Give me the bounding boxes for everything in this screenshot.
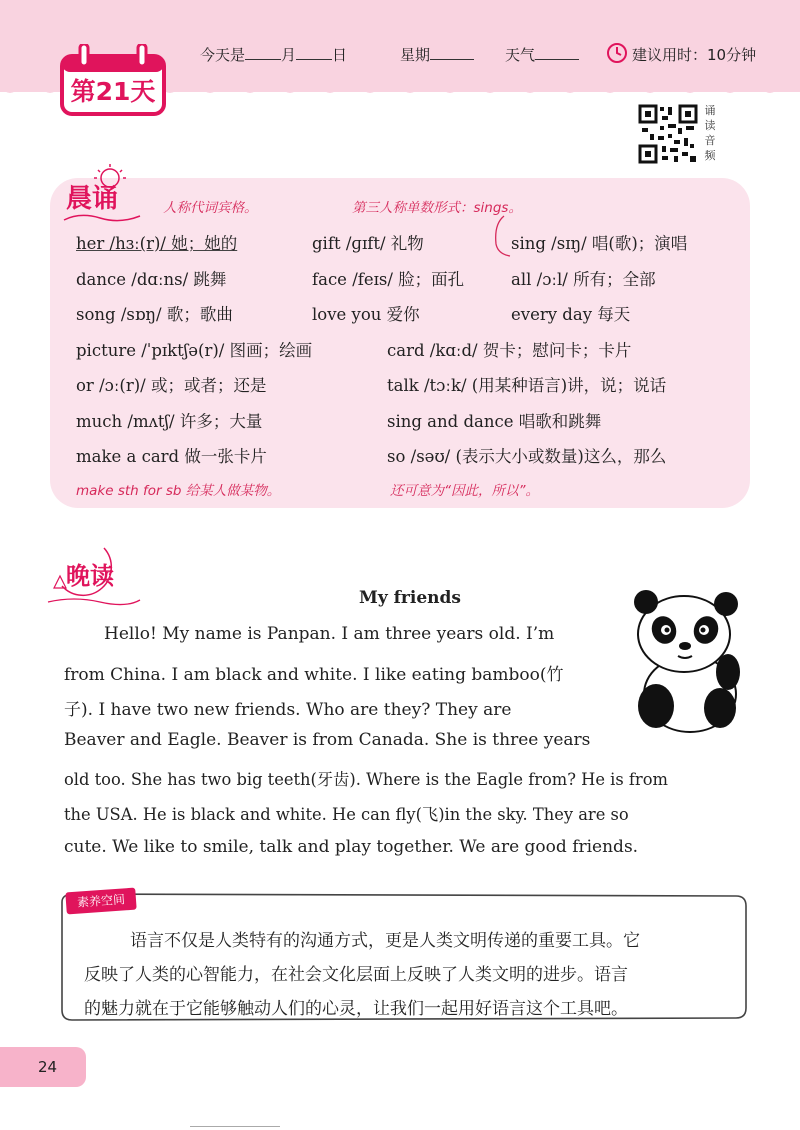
morning-title: 晨诵 (66, 184, 119, 214)
date-fields (200, 44, 347, 65)
today-is-label: 今天是 (200, 46, 246, 64)
vocab-every-day: every day 每天 (511, 305, 631, 324)
vocab-dance: dance /dɑːns/ 跳舞 (76, 270, 227, 289)
weather-blank[interactable] (535, 45, 579, 60)
month-blank[interactable] (245, 45, 281, 60)
vocab-make-a-card: make a card 做一张卡片 (76, 447, 267, 466)
quality-line: 语言不仅是人类特有的沟通方式，更是人类文明传递的重要工具。它 (130, 931, 640, 951)
quality-line: 的魅力就在于它能够触动人们的心灵，让我们一起用好语言这个工具吧。 (84, 999, 628, 1019)
story-line: the USA. He is black and white. He can fly(飞)in the sky. They are so (64, 805, 629, 824)
vocab-so: so /səʊ/ (表示大小或数量)这么，那么 (387, 447, 667, 466)
vocab-picture: picture /ˈpɪktʃə(r)/ 图画；绘画 (76, 341, 313, 360)
panda-illustration (628, 586, 748, 734)
bottom-rule (190, 1126, 280, 1127)
vocab-gift: gift /ɡɪft/ 礼物 (312, 234, 424, 253)
day-label: 第21天 (70, 77, 156, 106)
story-line: Beaver and Eagle. Beaver is from Canada. She is three years (64, 730, 591, 750)
weather-label: 天气 (505, 46, 536, 64)
vocab-much: much /mʌtʃ/ 许多；大量 (76, 412, 263, 431)
note-third-person: 第三人称单数形式：sings。 (352, 200, 522, 216)
bracket-decoration (492, 214, 512, 258)
qr-code-icon[interactable] (638, 104, 698, 164)
vocab-card: card /kɑːd/ 贺卡；慰问卡；卡片 (387, 341, 632, 360)
weather-field (505, 44, 579, 65)
vocab-love-you: love you 爱你 (312, 305, 420, 324)
story-line: cute. We like to smile, talk and play together. We are good friends. (64, 837, 639, 857)
vocab-all: all /ɔːl/ 所有；全部 (511, 270, 656, 289)
story-line: 子). I have two new friends. Who are they? They are (64, 700, 512, 720)
weekday-blank[interactable] (430, 45, 474, 60)
evening-title: 晚读 (66, 562, 114, 590)
story-line: old too. She has two big teeth(牙齿). Where is the Eagle from? He is from (64, 770, 668, 789)
quality-tag: 素养空间 (65, 888, 136, 915)
story-line: Hello! My name is Panpan. I am three years old. I’m (104, 624, 555, 644)
vocab-talk: talk /tɔːk/ (用某种语言)讲，说；说话 (387, 376, 667, 395)
day-blank[interactable] (296, 45, 332, 60)
story-title: My friends (359, 588, 461, 608)
suggested-time: 建议用时：10分钟 (632, 46, 757, 64)
vocab-face: face /feɪs/ 脸；面孔 (312, 270, 465, 289)
weekday-field (400, 44, 474, 65)
clock-icon (606, 42, 628, 64)
month-label: 月 (281, 46, 297, 64)
vocab-song: song /sɒŋ/ 歌；歌曲 (76, 305, 233, 324)
vocab-sing: sing /sɪŋ/ 唱(歌)；演唱 (511, 234, 688, 253)
page-number: 24 (38, 1058, 58, 1076)
vocab-her: her /hɜː(r)/ 她；她的 (76, 234, 238, 253)
weekday-label: 星期 (400, 46, 431, 64)
note-pronoun: 人称代词宾格。 (163, 200, 258, 216)
quality-line: 反映了人类的心智能力，在社会文化层面上反映了人类文明的进步。语言 (84, 965, 628, 985)
note-so-meaning: 还可意为“因此，所以”。 (390, 483, 539, 499)
vocab-sing-and-dance: sing and dance 唱歌和跳舞 (387, 412, 602, 431)
qr-label: 诵 读 音 频 (704, 104, 716, 162)
note-make-sth: make sth for sb 给某人做某物。 (76, 483, 281, 499)
story-line: from China. I am black and white. I like eating bamboo(竹 (64, 665, 564, 685)
day-char-label: 日 (332, 46, 348, 64)
vocab-or: or /ɔː(r)/ 或；或者；还是 (76, 376, 267, 395)
